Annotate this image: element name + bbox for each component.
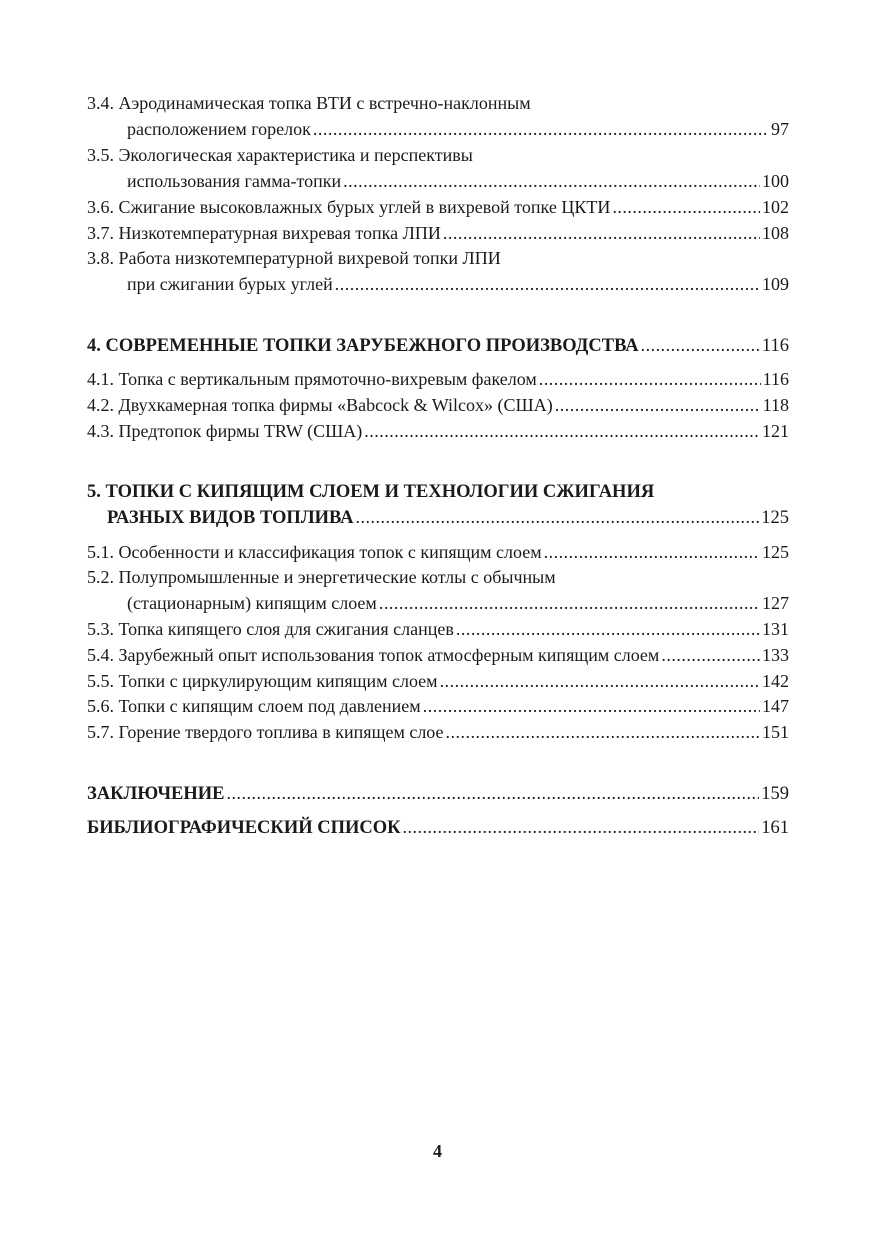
toc-entry-title: 5.2. Полупромышленные и энергетические котлы с обычным	[87, 567, 556, 587]
dot-leader	[364, 420, 760, 442]
page-number: 4	[433, 1141, 442, 1161]
toc-page-number: 147	[762, 696, 789, 716]
toc-chapter-5-continued[interactable]	[107, 506, 789, 528]
dot-leader	[456, 618, 760, 640]
dot-leader	[335, 273, 760, 295]
toc-entry-title: 3.6. Сжигание высоковлажных бурых углей в вихревой топке ЦКТИ	[87, 197, 611, 217]
toc-entry-title: при сжигании бурых углей	[127, 274, 333, 294]
toc-entry-title: 4.2. Двухкамерная топка фирмы «Babcock & Wilcox» (США)	[87, 395, 553, 415]
toc-entry-title: использования гамма-топки	[127, 171, 342, 191]
toc-page-number: 142	[762, 671, 789, 691]
toc-entry-title: 5.7. Горение твердого топлива в кипящем слое	[87, 722, 444, 742]
toc-page-number: 118	[762, 395, 789, 415]
toc-entry-5-6[interactable]	[87, 695, 789, 717]
toc-entry-title: расположением горелок	[127, 119, 311, 139]
dot-leader	[612, 196, 760, 218]
toc-entry-5-4[interactable]	[87, 644, 789, 666]
toc-entry-3-8-continued[interactable]	[127, 273, 789, 295]
toc-entry-5-3[interactable]	[87, 618, 789, 640]
toc-chapter-title: 4. СОВРЕМЕННЫЕ ТОПКИ ЗАРУБЕЖНОГО ПРОИЗВОДСТВА	[87, 336, 639, 356]
dot-leader	[446, 721, 760, 743]
toc-entry-title: 4.1. Топка с вертикальным прямоточно-вихревым факелом	[87, 369, 537, 389]
toc-entry-3-5[interactable]	[87, 144, 789, 166]
toc-entry-title: 5.1. Особенности и классификация топок с кипящим слоем	[87, 542, 542, 562]
toc-page-number: 151	[762, 722, 789, 742]
dot-leader	[544, 541, 760, 563]
toc-page-number: 100	[762, 171, 789, 191]
toc-page-number: 97	[771, 119, 789, 139]
toc-entry-4-1[interactable]	[87, 368, 789, 390]
toc-chapter-title: ЗАКЛЮЧЕНИЕ	[87, 784, 225, 804]
toc-entry-3-8[interactable]	[87, 247, 789, 269]
toc-entry-3-6[interactable]	[87, 196, 789, 218]
toc-page-number: 125	[761, 508, 789, 528]
dot-leader	[661, 644, 760, 666]
toc-entry-3-4[interactable]	[87, 92, 789, 114]
toc-page-number: 102	[762, 197, 789, 217]
toc-entry-title: 4.3. Предтопок фирмы TRW (США)	[87, 421, 363, 441]
toc-page-number: 161	[761, 818, 789, 838]
toc-page-number: 116	[762, 369, 789, 389]
dot-leader	[356, 506, 760, 528]
toc-entry-5-7[interactable]	[87, 721, 789, 743]
toc-page-number: 159	[761, 784, 789, 804]
toc-entry-5-5[interactable]	[87, 670, 789, 692]
dot-leader	[313, 118, 769, 140]
toc-entry-4-3[interactable]	[87, 420, 789, 442]
toc-entry-title: 3.8. Работа низкотемпературной вихревой топки ЛПИ	[87, 248, 501, 268]
dot-leader	[641, 334, 760, 356]
toc-page-number: 125	[762, 542, 789, 562]
toc-entry-title: 5.4. Зарубежный опыт использования топок атмосферным кипящим слоем	[87, 645, 660, 665]
toc-page-number: 121	[762, 421, 789, 441]
toc-page-number: 116	[761, 336, 789, 356]
dot-leader	[539, 368, 761, 390]
toc-entry-5-2[interactable]	[87, 566, 789, 588]
toc-entry-title: 3.5. Экологическая характеристика и перспективы	[87, 145, 473, 165]
toc-entry-5-2-continued[interactable]	[127, 592, 789, 614]
toc-entry-3-7[interactable]	[87, 222, 789, 244]
toc-entry-3-5-continued[interactable]	[127, 170, 789, 192]
dot-leader	[440, 670, 760, 692]
toc-chapter-title: РАЗНЫХ ВИДОВ ТОПЛИВА	[107, 508, 354, 528]
toc-page-number: 109	[762, 274, 789, 294]
toc-entry-title: 5.3. Топка кипящего слоя для сжигания сланцев	[87, 619, 454, 639]
toc-entry-4-2[interactable]	[87, 394, 789, 416]
toc-entry-title: (стационарным) кипящим слоем	[127, 593, 377, 613]
dot-leader	[403, 816, 760, 838]
toc-entry-title: 3.7. Низкотемпературная вихревая топка ЛПИ	[87, 223, 441, 243]
dot-leader	[443, 222, 760, 244]
toc-bibliography[interactable]	[87, 816, 789, 838]
toc-entry-title: 5.6. Топки с кипящим слоем под давлением	[87, 696, 421, 716]
toc-chapter-title: БИБЛИОГРАФИЧЕСКИЙ СПИСОК	[87, 818, 401, 838]
dot-leader	[379, 592, 760, 614]
toc-chapter-title: 5. ТОПКИ С КИПЯЩИМ СЛОЕМ И ТЕХНОЛОГИИ СЖИГАНИЯ	[87, 482, 655, 502]
dot-leader	[343, 170, 760, 192]
dot-leader	[555, 394, 761, 416]
dot-leader	[423, 695, 760, 717]
toc-page-number: 131	[762, 619, 789, 639]
toc-entry-5-1[interactable]	[87, 541, 789, 563]
toc-chapter-5[interactable]	[87, 481, 789, 503]
toc-entry-title: 5.5. Топки с циркулирующим кипящим слоем	[87, 671, 438, 691]
toc-page-number: 127	[762, 593, 789, 613]
toc-entry-3-4-continued[interactable]	[127, 118, 789, 140]
toc-page-number: 108	[762, 223, 789, 243]
dot-leader	[227, 782, 760, 804]
toc-chapter-4[interactable]	[87, 334, 789, 356]
toc-conclusion[interactable]	[87, 782, 789, 804]
toc-page-number: 133	[762, 645, 789, 665]
toc-entry-title: 3.4. Аэродинамическая топка ВТИ с встречно-наклонным	[87, 93, 531, 113]
